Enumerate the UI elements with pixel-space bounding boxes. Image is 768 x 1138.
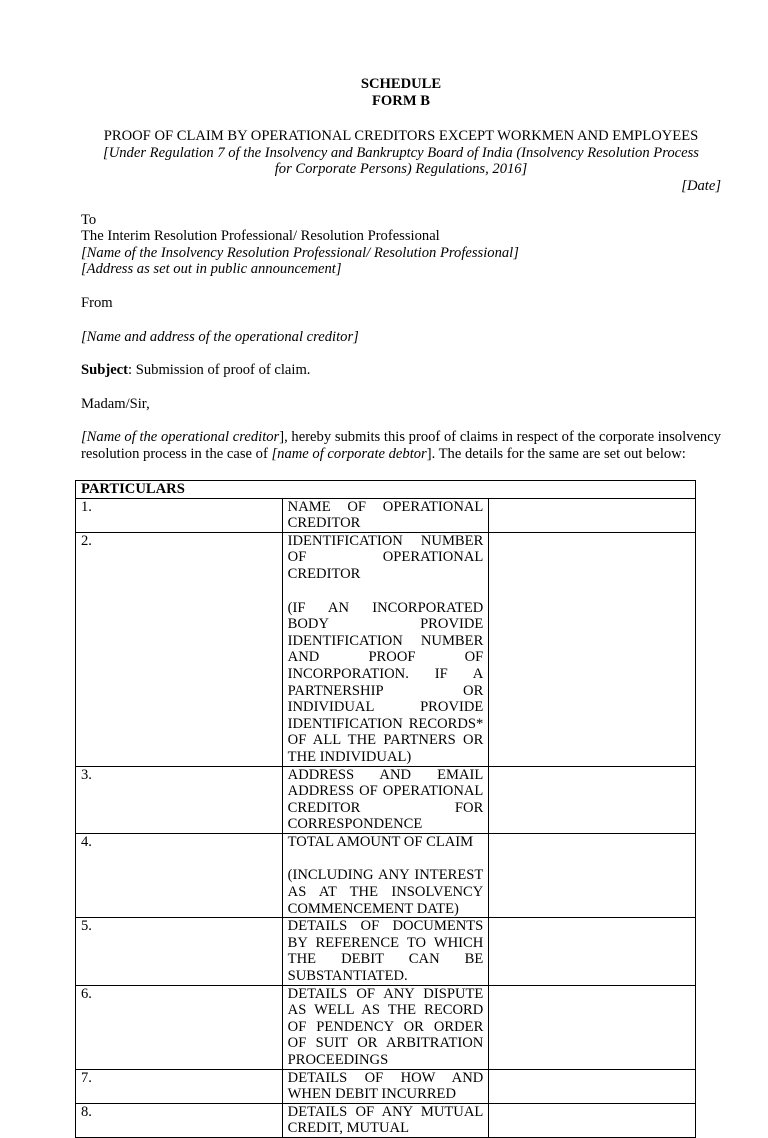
row-value-cell[interactable]: [489, 766, 696, 833]
form-page: [81, 76, 721, 463]
addressee-line-1: The Interim Resolution Professional/ Resolution Professional: [81, 228, 440, 245]
table-row: [76, 498, 696, 532]
from-label: From: [81, 294, 113, 311]
table-row: [76, 766, 696, 833]
row-description: [282, 1103, 489, 1137]
salutation: Madam/Sir,: [81, 395, 150, 412]
to-label: To: [81, 211, 97, 228]
row-number: 8.: [76, 1103, 283, 1137]
sender-name-placeholder: [Name and address of the operational creditor]: [81, 328, 359, 345]
row-description: [282, 1069, 489, 1103]
row-description: [282, 766, 489, 833]
body-text-2: ]. The details for the same are set out below:: [426, 445, 686, 462]
regulation-line-2: for Corporate Persons) Regulations, 2016]: [274, 161, 528, 178]
table-row: [76, 1069, 696, 1103]
row-description: [282, 985, 489, 1069]
table-header-row: [76, 481, 696, 499]
row-text: DETAILS OF ANY DISPUTE AS WELL AS THE RECORD OF PENDENCY OR ORDER OF SUIT OR ARBITRATION PROCEEDINGS: [287, 985, 484, 1068]
addressee-line-3: [Address as set out in public announcement]: [81, 261, 342, 278]
body-text-1: ], hereby submits this proof of claims in respect of the corporate insolvency resolution process in the case of: [81, 429, 722, 462]
row-number: 2.: [76, 532, 283, 766]
row-value-cell[interactable]: [489, 918, 696, 985]
subject-line: [81, 362, 721, 379]
row-description: [282, 833, 489, 917]
row-value-cell[interactable]: [489, 985, 696, 1069]
row-text: ADDRESS AND EMAIL ADDRESS OF OPERATIONAL CREDITOR FOR CORRESPONDENCE: [287, 766, 484, 833]
table-row: [76, 985, 696, 1069]
row-number: 4.: [76, 833, 283, 917]
row-description: [282, 532, 489, 766]
row-number: 7.: [76, 1069, 283, 1103]
particulars-header: PARTICULARS: [76, 481, 696, 499]
regulation-line-1: [Under Regulation 7 of the Insolvency and Bankruptcy Board of India (Insolvency Resolution Process: [103, 144, 699, 161]
debtor-placeholder: [name of corporate debtor: [271, 445, 427, 462]
addressee-line-2: [Name of the Insolvency Resolution Professional/ Resolution Professional]: [81, 244, 519, 261]
date-placeholder: [Date]: [681, 177, 721, 194]
row-text: IDENTIFICATION NUMBER OF OPERATIONAL CREDITOR: [287, 532, 484, 582]
table-row: [76, 532, 696, 766]
row-value-cell[interactable]: [489, 532, 696, 766]
schedule-heading: SCHEDULE: [360, 76, 442, 92]
row-number: 3.: [76, 766, 283, 833]
row-text: DETAILS OF ANY MUTUAL CREDIT, MUTUAL: [287, 1103, 484, 1137]
row-description: [282, 498, 489, 532]
row-value-cell[interactable]: [489, 498, 696, 532]
row-value-cell[interactable]: [489, 1069, 696, 1103]
row-number: 5.: [76, 918, 283, 985]
row-text: TOTAL AMOUNT OF CLAIM: [287, 833, 474, 850]
table-row: [76, 833, 696, 917]
row-value-cell[interactable]: [489, 833, 696, 917]
row-note: (IF AN INCORPORATED BODY PROVIDE IDENTIFICATION NUMBER AND PROOF OF INCORPORATION. IF A PARTNERSHIP OR INDIVIDUAL PROVIDE IDENTIFICATION RECORDS* OF ALL THE PARTNERS OR THE INDIVIDUAL): [287, 599, 484, 765]
table-row: [76, 918, 696, 985]
particulars-table: [75, 480, 696, 1138]
row-text: NAME OF OPERATIONAL CREDITOR: [287, 498, 484, 532]
subject-label: Subject: [81, 362, 129, 379]
row-text: DETAILS OF HOW AND WHEN DEBIT INCURRED: [287, 1069, 484, 1103]
form-heading: FORM B: [372, 92, 430, 109]
row-number: 6.: [76, 985, 283, 1069]
body-paragraph: [81, 429, 721, 462]
document-title: PROOF OF CLAIM BY OPERATIONAL CREDITORS EXCEPT WORKMEN AND EMPLOYEES: [103, 128, 699, 145]
subject-text: : Submission of proof of claim.: [128, 362, 311, 379]
table-row: [76, 1103, 696, 1137]
row-text: DETAILS OF DOCUMENTS BY REFERENCE TO WHICH THE DEBIT CAN BE SUBSTANTIATED.: [287, 918, 484, 985]
row-number: 1.: [76, 498, 283, 532]
row-value-cell[interactable]: [489, 1103, 696, 1137]
row-note: (INCLUDING ANY INTEREST AS AT THE INSOLVENCY COMMENCEMENT DATE): [287, 867, 484, 917]
creditor-placeholder: [Name of the operational creditor: [81, 429, 280, 446]
row-description: [282, 918, 489, 985]
